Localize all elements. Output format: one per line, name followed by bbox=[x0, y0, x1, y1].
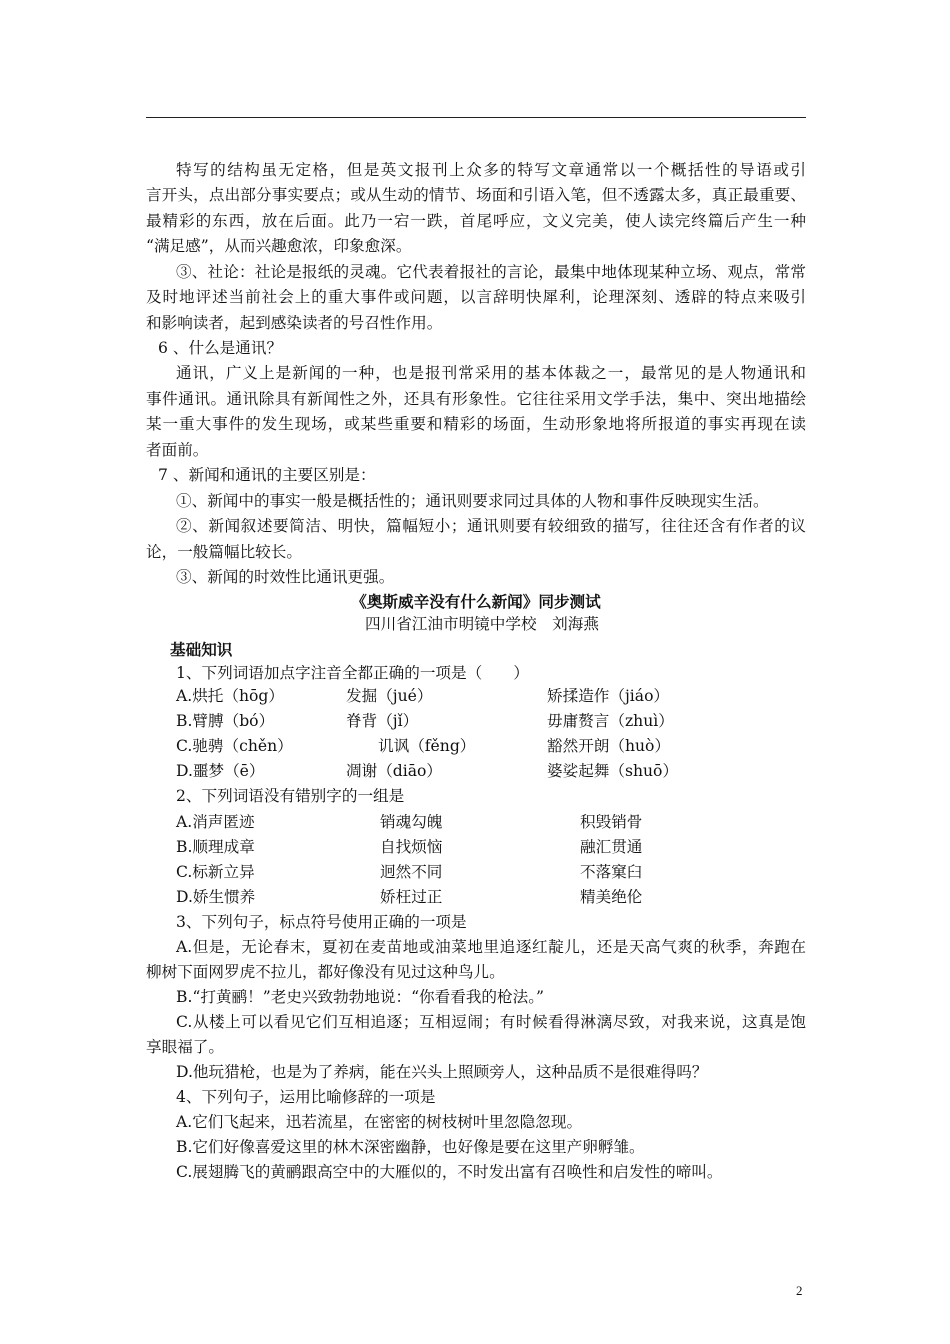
para-line: 言开头，点出部分事实要点；或从生动的情节、场面和引语入笔，但不透露太多，真正最重要、 bbox=[146, 186, 806, 204]
q2-option: 不落窠臼 bbox=[580, 863, 643, 881]
q2-option-row bbox=[0, 837, 950, 857]
header-rule bbox=[146, 117, 806, 118]
q1-option: 矫揉造作（jiáo） bbox=[547, 687, 670, 705]
q1-option: 脊背（jǐ） bbox=[346, 712, 419, 730]
q2-option: B.顺理成章 bbox=[176, 838, 255, 856]
q2-stem: 2、下列词语没有错别字的一组是 bbox=[176, 787, 405, 805]
q2-option-row bbox=[0, 862, 950, 882]
q4-option-line: A.它们飞起来，迅若流星，在密密的树枝树叶里忽隐忽现。 bbox=[176, 1113, 583, 1131]
q4-option-line: C.展翅腾飞的黄鹂跟高空中的大雁似的，不时发出富有召唤性和启发性的啼叫。 bbox=[176, 1163, 723, 1181]
q3-option-line: B.“打黄鹂！”老史兴致勃勃地说：“你看看我的枪法。” bbox=[176, 988, 544, 1006]
para-line: 通讯，广义上是新闻的一种，也是报刊常采用的基本体裁之一，最常见的是人物通讯和 bbox=[176, 364, 806, 382]
q2-option: 迥然不同 bbox=[380, 863, 443, 881]
para-line: 事件通讯。通讯除具有新闻性之外，还具有形象性。它往往采用文学手法，集中、突出地描绘 bbox=[146, 390, 806, 408]
question-heading: 6 、什么是通讯？ bbox=[158, 339, 283, 357]
q1-option: B.臂膊（bó） bbox=[176, 712, 275, 730]
q1-stem: 1、下列词语加点字注音全都正确的一项是（ ） bbox=[176, 664, 529, 682]
q3-option-line: D.他玩猎枪，也是为了养病，能在兴头上照顾旁人，这种品质不是很难得吗？ bbox=[176, 1063, 708, 1081]
q1-option-row bbox=[0, 686, 950, 706]
q2-option: 融汇贯通 bbox=[580, 838, 643, 856]
para-line: 者面前。 bbox=[146, 441, 209, 459]
q3-option-line: 柳树下面网罗虎不拉儿，都好像没有见过这种鸟儿。 bbox=[146, 963, 505, 981]
q1-option: A.烘托（hōg） bbox=[176, 687, 285, 705]
para-line: 及时地评述当前社会上的重大事件或问题，以言辞明快犀利，论理深刻、透辟的特点来吸引 bbox=[146, 288, 806, 306]
q3-option-line: C.从楼上可以看见它们互相追逐；互相逗闹；有时候看得淋漓尽致，对我来说，这真是饱 bbox=[176, 1013, 806, 1031]
q2-option-row bbox=[0, 812, 950, 832]
section-heading: 基础知识 bbox=[170, 640, 233, 659]
para-line: ③、新闻的时效性比通讯更强。 bbox=[176, 568, 395, 586]
page-number: 2 bbox=[796, 1283, 803, 1298]
q2-option: 积毁销骨 bbox=[580, 813, 643, 831]
q2-option-row bbox=[0, 887, 950, 907]
para-line: 某一重大事件的发生现场，或某些重要和精彩的场面，生动形象地将所报道的事实再现在读 bbox=[146, 415, 806, 433]
para-line: ①、新闻中的事实一般是概括性的；通讯则要求同过具体的人物和事件反映现实生活。 bbox=[176, 492, 769, 510]
q2-option: 自找烦恼 bbox=[380, 838, 443, 856]
q1-option: 凋谢（diāo） bbox=[346, 762, 443, 780]
para-line: “满足感”，从而兴趣愈浓，印象愈深。 bbox=[146, 237, 412, 255]
q1-option: 讥讽（fěng） bbox=[378, 737, 476, 755]
q2-option: 精美绝伦 bbox=[580, 888, 643, 906]
q1-option: 婆娑起舞（shuō） bbox=[547, 762, 679, 780]
q1-option: D.噩梦（ē） bbox=[176, 762, 265, 780]
para-line: 论，一般篇幅比较长。 bbox=[146, 543, 302, 561]
para-line: 最精彩的东西，放在后面。此乃一宕一跌，首尾呼应，文义完美，使人读完终篇后产生一种 bbox=[146, 212, 806, 230]
q1-option-row bbox=[0, 736, 950, 756]
q2-option: A.消声匿迹 bbox=[176, 813, 255, 831]
author-line: 四川省江油市明镜中学校 刘海燕 bbox=[365, 615, 599, 633]
q3-stem: 3、下列句子，标点符号使用正确的一项是 bbox=[176, 913, 467, 931]
para-line: 和影响读者，起到感染读者的号召性作用。 bbox=[146, 314, 443, 332]
q4-option-line: B.它们好像喜爱这里的林木深密幽静，也好像是要在这里产卵孵雏。 bbox=[176, 1138, 645, 1156]
q1-option-row bbox=[0, 761, 950, 781]
para-line: ③、社论：社论是报纸的灵魂。它代表着报社的言论，最集中地体现某种立场、观点，常常 bbox=[176, 263, 806, 281]
q2-option: D.娇生惯养 bbox=[176, 888, 256, 906]
para-line: ②、新闻叙述要简洁、明快，篇幅短小；通讯则要有较细致的描写，往往还含有作者的议 bbox=[176, 517, 806, 535]
q2-option: C.标新立异 bbox=[176, 863, 255, 881]
q4-stem: 4、下列句子，运用比喻修辞的一项是 bbox=[176, 1088, 436, 1106]
q3-option-line: 享眼福了。 bbox=[146, 1038, 224, 1056]
q2-option: 销魂勾魄 bbox=[380, 813, 443, 831]
q1-option: C.驰骋（chěn） bbox=[176, 737, 293, 755]
q3-option-line: A.但是，无论春末，夏初在麦苗地或油菜地里追逐红靛儿，还是天高气爽的秋季，奔跑在 bbox=[176, 938, 806, 956]
q1-option: 豁然开朗（huò） bbox=[547, 737, 671, 755]
q1-option: 发掘（jué） bbox=[346, 687, 433, 705]
q1-option-row bbox=[0, 711, 950, 731]
para-line: 特写的结构虽无定格，但是英文报刊上众多的特写文章通常以一个概括性的导语或引 bbox=[176, 161, 806, 179]
q1-option: 毋庸赘言（zhuì） bbox=[547, 712, 674, 730]
q2-option: 娇枉过正 bbox=[380, 888, 443, 906]
question-heading: 7 、新闻和通讯的主要区别是： bbox=[158, 466, 376, 484]
test-title: 《奥斯威辛没有什么新闻》同步测试 bbox=[351, 592, 601, 611]
